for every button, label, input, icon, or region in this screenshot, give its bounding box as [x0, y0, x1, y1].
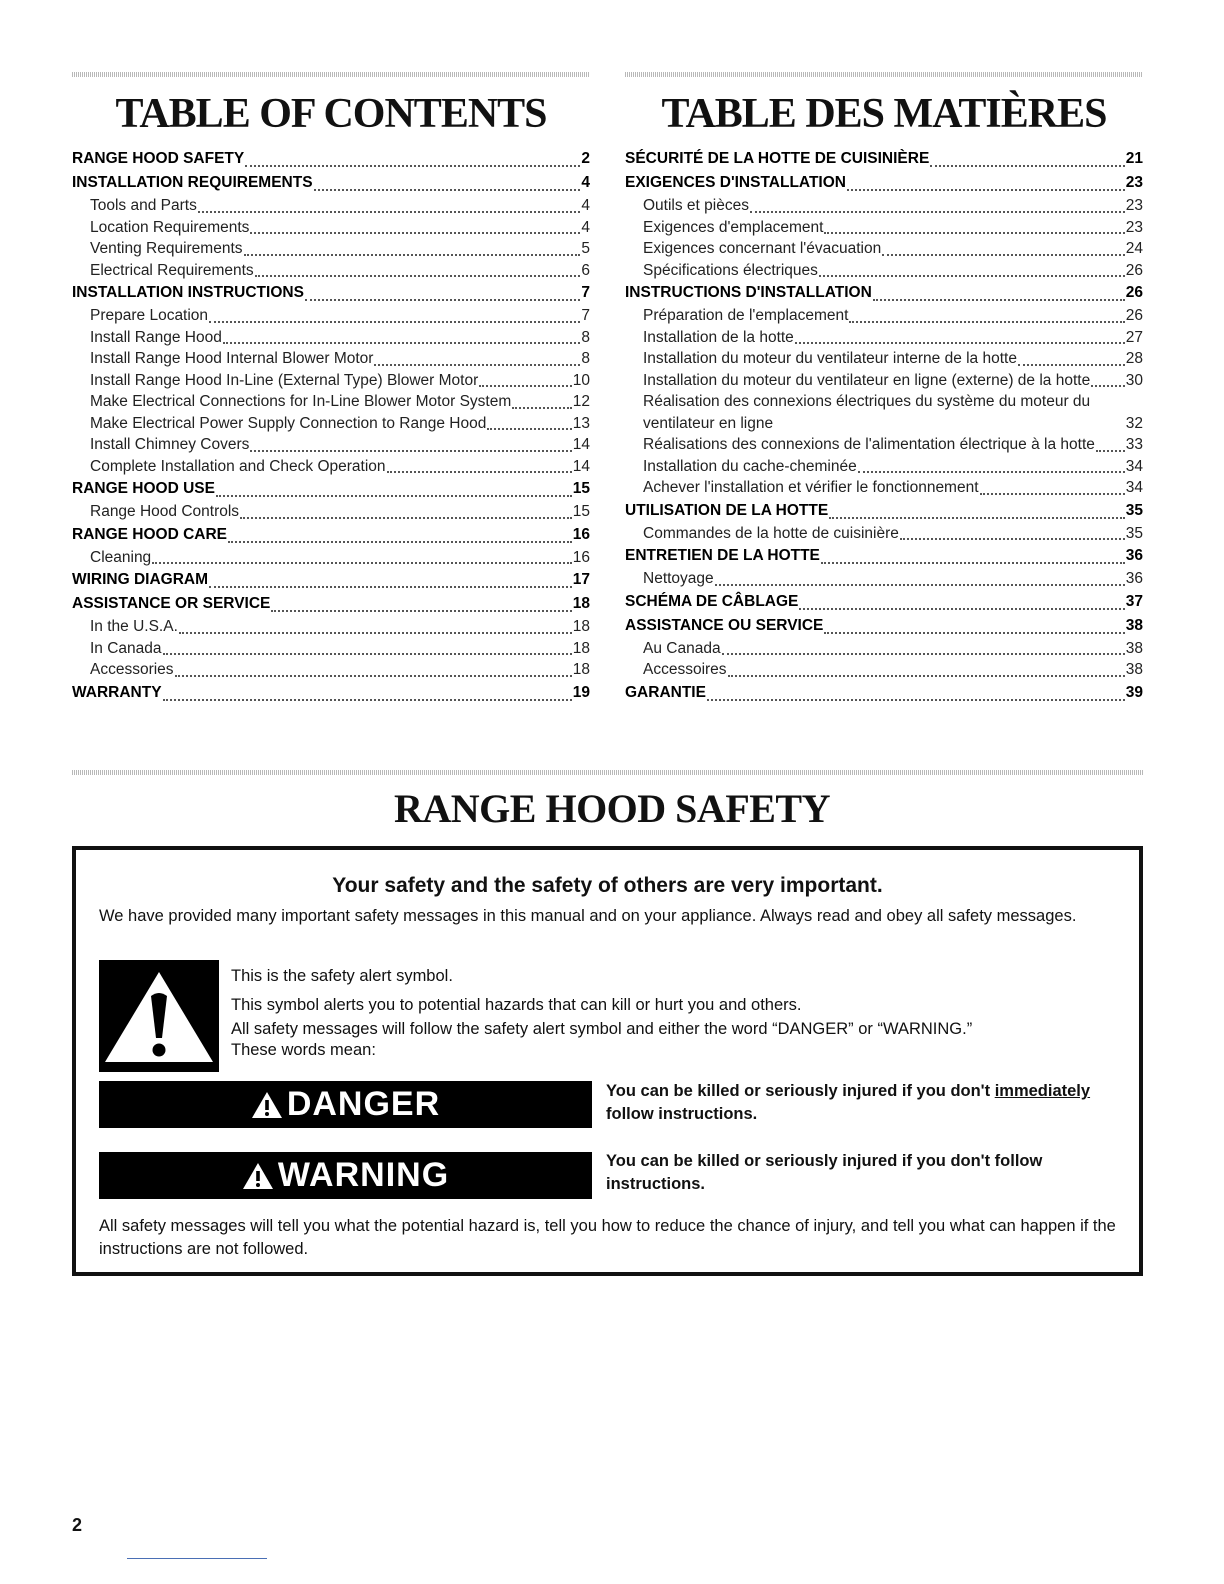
- toc-entry-page: 8: [581, 350, 590, 367]
- toc-entry-page: 27: [1125, 328, 1143, 346]
- toc-leader-dots: [858, 469, 1125, 473]
- toc-entry: [72, 238, 590, 260]
- toc-leader-dots: [882, 252, 1125, 256]
- toc-entry-label: UTILISATION DE LA HOTTE: [625, 501, 829, 519]
- toc-entry-page: 19: [572, 683, 590, 701]
- toc-entry-label: Installation du moteur du ventilateur en ligne (externe) de la hotte: [643, 371, 1091, 389]
- toc-entry-label: Prepare Location: [90, 307, 209, 324]
- toc-entry-page: 35: [1125, 524, 1143, 542]
- toc-entry-label: SCHÉMA DE CÂBLAGE: [625, 592, 799, 610]
- toc-entry-page: 13: [572, 414, 590, 432]
- toc-entry-page: 14: [572, 457, 590, 475]
- toc-leader-dots: [271, 608, 571, 612]
- toc-french-list: [625, 147, 1143, 705]
- toc-leader-dots: [305, 297, 580, 301]
- toc-entry: [625, 499, 1143, 523]
- toc-entry-label: Nettoyage: [643, 570, 714, 587]
- toc-leader-dots: [255, 273, 581, 277]
- toc-entry-page: 26: [1125, 261, 1143, 279]
- toc-entry: [625, 568, 1143, 590]
- toc-french-title: TABLE DES MATIÈRES: [661, 91, 1107, 137]
- alert-line-4: These words mean:: [231, 1041, 376, 1059]
- toc-entry: [72, 592, 590, 616]
- toc-leader-dots: [824, 230, 1124, 234]
- toc-entry-label: EXIGENCES D'INSTALLATION: [625, 174, 846, 191]
- toc-leader-dots: [198, 209, 581, 213]
- toc-entry-page: 5: [581, 240, 590, 257]
- danger-text-emphasis: immediately: [994, 1082, 1091, 1100]
- danger-text-before: You can be killed or seriously injured if you don't: [606, 1082, 995, 1100]
- toc-leader-dots: [980, 491, 1125, 495]
- toc-leader-dots: [930, 163, 1124, 167]
- toc-entry-label: INSTALLATION REQUIREMENTS: [72, 174, 313, 191]
- toc-entry-label: Accessoires: [643, 661, 727, 678]
- toc-entry-label: Install Range Hood: [90, 328, 222, 346]
- toc-entry: [625, 238, 1143, 260]
- toc-leader-dots: [179, 630, 572, 634]
- alert-line-1: This is the safety alert symbol.: [231, 967, 453, 985]
- toc-entry: [625, 638, 1143, 660]
- footer-rule: [127, 1558, 267, 1559]
- alert-triangle-icon: [99, 960, 219, 1072]
- safety-section-title: RANGE HOOD SAFETY: [394, 786, 830, 831]
- toc-leader-dots: [223, 340, 581, 344]
- toc-entry-page: 23: [1125, 174, 1143, 191]
- toc-entry-label: Electrical Requirements: [90, 261, 254, 279]
- toc-entry-page: 18: [572, 618, 590, 635]
- toc-entry: [72, 616, 590, 638]
- toc-entry-label: RANGE HOOD SAFETY: [72, 150, 245, 167]
- toc-entry-label: RANGE HOOD USE: [72, 480, 215, 497]
- danger-signal-bar: [99, 1081, 592, 1128]
- toc-entry-label: INSTALLATION INSTRUCTIONS: [72, 284, 304, 301]
- toc-leader-dots: [387, 469, 572, 473]
- toc-entry: [72, 523, 590, 547]
- toc-entry: [625, 523, 1143, 545]
- toc-entry-page: 14: [572, 436, 590, 453]
- toc-entry-label: Make Electrical Power Supply Connection to Range Hood: [90, 414, 487, 432]
- toc-leader-dots: [824, 630, 1124, 634]
- toc-leader-dots: [216, 493, 572, 497]
- toc-entry: [72, 434, 590, 456]
- toc-entry-label: Install Chimney Covers: [90, 436, 250, 453]
- toc-leader-dots: [245, 163, 580, 167]
- toc-entry-label: Location Requirements: [90, 218, 250, 236]
- toc-entry: [625, 434, 1143, 456]
- toc-leader-dots: [821, 560, 1125, 564]
- warning-signal-bar: [99, 1152, 592, 1199]
- toc-entry: [625, 477, 1143, 499]
- toc-entry-page: 23: [1125, 218, 1143, 236]
- toc-entry-label: Make Electrical Connections for In-Line Blower Motor System: [90, 393, 512, 410]
- toc-entry-label: RANGE HOOD CARE: [72, 525, 228, 543]
- toc-entry-page: 2: [581, 150, 590, 167]
- toc-leader-dots: [240, 515, 572, 519]
- toc-leader-dots: [1018, 362, 1125, 366]
- toc-entry: [72, 171, 590, 195]
- toc-entry: [625, 544, 1143, 568]
- toc-entry-page: 39: [1125, 683, 1143, 701]
- toc-leader-dots: [209, 319, 580, 323]
- toc-leader-dots: [244, 252, 581, 256]
- toc-leader-dots: [847, 187, 1125, 191]
- toc-leader-dots: [314, 187, 581, 191]
- toc-entry-label: Spécifications électriques: [643, 261, 818, 279]
- toc-entry-page: 12: [572, 393, 590, 410]
- toc-entry-page: 26: [1125, 284, 1143, 301]
- toc-entry-page: 36: [1125, 547, 1143, 564]
- toc-entry-page: 4: [581, 197, 590, 214]
- top-rule-right: [625, 72, 1143, 77]
- toc-entry: [625, 391, 1143, 434]
- toc-entry-label: Venting Requirements: [90, 240, 243, 257]
- toc-leader-dots: [487, 426, 571, 430]
- toc-entry: [72, 281, 590, 305]
- toc-entry-label: ASSISTANCE OU SERVICE: [625, 616, 824, 634]
- toc-leader-dots: [707, 697, 1125, 701]
- toc-leader-dots: [250, 448, 571, 452]
- toc-entry-label: Installation du moteur du ventilateur interne de la hotte: [643, 350, 1017, 367]
- danger-triangle-icon: [251, 1090, 283, 1120]
- toc-entry-label: Préparation de l'emplacement: [643, 307, 849, 324]
- toc-entry: [625, 305, 1143, 327]
- toc-leader-dots: [228, 539, 572, 543]
- toc-leader-dots: [829, 515, 1125, 519]
- toc-entry: [72, 477, 590, 501]
- toc-entry-page: 8: [581, 328, 590, 346]
- toc-entry: [72, 456, 590, 478]
- toc-entry-page: 24: [1125, 240, 1143, 257]
- toc-entry-page: 34: [1125, 457, 1143, 475]
- toc-entry-label: Exigences d'emplacement: [643, 218, 824, 236]
- toc-entry: [72, 568, 590, 592]
- toc-entry-label: ENTRETIEN DE LA HOTTE: [625, 547, 820, 564]
- toc-entry-label: Tools and Parts: [90, 197, 197, 214]
- toc-entry-page: 21: [1125, 150, 1143, 167]
- toc-english: [72, 72, 590, 705]
- toc-entry-label: Au Canada: [643, 639, 721, 657]
- toc-entry: [625, 281, 1143, 305]
- toc-leader-dots: [715, 582, 1125, 586]
- toc-entry-label: Réalisation des connexions électriques du système du moteur du ventilateur en ligne: [643, 393, 1091, 432]
- toc-entry: [625, 659, 1143, 681]
- toc-leader-dots: [849, 319, 1124, 323]
- danger-label: DANGER: [286, 1085, 441, 1123]
- toc-entry-page: 7: [581, 307, 590, 324]
- safety-heading: Your safety and the safety of others are very important.: [332, 874, 883, 897]
- toc-entry: [625, 614, 1143, 638]
- toc-english-list: [72, 147, 590, 705]
- toc-leader-dots: [163, 697, 572, 701]
- toc-entry: [72, 195, 590, 217]
- toc-entry: [625, 260, 1143, 282]
- toc-entry-label: Range Hood Controls: [90, 503, 240, 520]
- toc-entry-page: 4: [581, 218, 590, 236]
- toc-entry: [72, 413, 590, 435]
- toc-entry-label: Commandes de la hotte de cuisinière: [643, 524, 899, 542]
- toc-entry-page: 10: [572, 371, 590, 389]
- toc-entry: [72, 260, 590, 282]
- toc-entry-label: Réalisations des connexions de l'alimentation électrique à la hotte: [643, 436, 1095, 453]
- toc-entry-label: Complete Installation and Check Operation: [90, 457, 386, 475]
- alert-description: [231, 962, 1111, 1061]
- toc-entry-label: Outils et pièces: [643, 197, 749, 214]
- toc-entry-page: 15: [572, 480, 590, 497]
- toc-entry-label: GARANTIE: [625, 683, 706, 701]
- toc-entry-label: Install Range Hood In-Line (External Type) Blower Motor: [90, 371, 479, 389]
- toc-entry: [625, 327, 1143, 349]
- toc-leader-dots: [152, 560, 572, 564]
- toc-entry: [72, 147, 590, 171]
- toc-entry-page: 32: [1125, 414, 1143, 432]
- toc-entry-label: WIRING DIAGRAM: [72, 571, 209, 588]
- toc-entry: [72, 305, 590, 327]
- alert-line-3: All safety messages will follow the safety alert symbol and either the word “DANGER” or “WARNING.”: [231, 1020, 973, 1038]
- toc-entry-label: Achever l'installation et vérifier le fonctionnement: [643, 479, 979, 496]
- toc-entry-label: Installation de la hotte: [643, 328, 794, 346]
- toc-entry-label: In the U.S.A.: [90, 618, 178, 635]
- toc-entry-label: INSTRUCTIONS D'INSTALLATION: [625, 284, 872, 301]
- toc-entry: [625, 195, 1143, 217]
- toc-entry-page: 30: [1125, 371, 1143, 389]
- toc-entry-page: 18: [572, 639, 590, 657]
- toc-entry: [625, 147, 1143, 171]
- toc-entry-page: 15: [572, 503, 590, 520]
- toc-leader-dots: [1096, 448, 1125, 452]
- toc-leader-dots: [799, 606, 1124, 610]
- toc-entry-page: 35: [1125, 501, 1143, 519]
- toc-entry: [72, 327, 590, 349]
- toc-entry-page: 17: [572, 571, 590, 588]
- toc-entry: [72, 348, 590, 370]
- toc-entry-page: 6: [581, 261, 590, 279]
- toc-leader-dots: [479, 383, 571, 387]
- toc-entry-label: WARRANTY: [72, 683, 162, 701]
- toc-entry-page: 26: [1125, 307, 1143, 324]
- toc-leader-dots: [728, 673, 1125, 677]
- section-divider-rule: [72, 770, 1143, 775]
- top-rule-left: [72, 72, 590, 77]
- toc-entry-page: 36: [1125, 570, 1143, 587]
- toc-entry: [625, 456, 1143, 478]
- toc-entry-page: 28: [1125, 350, 1143, 367]
- toc-entry: [625, 171, 1143, 195]
- warning-triangle-icon: [242, 1161, 274, 1191]
- toc-entry: [72, 638, 590, 660]
- alert-line-2: This symbol alerts you to potential hazards that can kill or hurt you and others.: [231, 995, 802, 1014]
- toc-entry-page: 38: [1125, 639, 1143, 657]
- toc-entry-label: In Canada: [90, 639, 162, 657]
- danger-text-after: follow instructions.: [606, 1105, 758, 1123]
- toc-entry-page: 34: [1125, 479, 1143, 496]
- toc-leader-dots: [819, 273, 1125, 277]
- toc-entry-label: Cleaning: [90, 548, 152, 566]
- toc-entry-page: 4: [581, 174, 590, 191]
- toc-entry: [72, 547, 590, 569]
- toc-leader-dots: [250, 230, 580, 234]
- danger-message: [606, 1080, 1131, 1126]
- toc-leader-dots: [795, 340, 1125, 344]
- toc-entry-page: 38: [1125, 616, 1143, 634]
- toc-entry-page: 33: [1125, 436, 1143, 453]
- safety-box: [72, 846, 1143, 1276]
- toc-entry-label: Installation du cache-cheminée: [643, 457, 857, 475]
- page-number: 2: [72, 1515, 83, 1535]
- toc-entry: [72, 681, 590, 705]
- warning-message: You can be killed or seriously injured if you don't follow instructions.: [606, 1152, 1043, 1193]
- toc-entry: [625, 217, 1143, 239]
- toc-leader-dots: [512, 405, 572, 409]
- toc-leader-dots: [163, 651, 572, 655]
- toc-entry-page: 16: [572, 548, 590, 566]
- toc-entry-page: 18: [572, 661, 590, 678]
- toc-entry: [72, 217, 590, 239]
- toc-leader-dots: [1091, 383, 1125, 387]
- toc-french: [625, 72, 1143, 705]
- toc-leader-dots: [722, 651, 1125, 655]
- warning-label: WARNING: [277, 1156, 450, 1194]
- toc-entry: [625, 370, 1143, 392]
- toc-leader-dots: [873, 297, 1125, 301]
- toc-entry: [72, 391, 590, 413]
- safety-intro: We have provided many important safety messages in this manual and on your appliance. Always read and obey all safety messages.: [99, 907, 1077, 925]
- toc-entry-page: 18: [572, 595, 590, 612]
- toc-entry: [625, 590, 1143, 614]
- toc-entry-label: SÉCURITÉ DE LA HOTTE DE CUISINIÈRE: [625, 150, 930, 167]
- safety-alert-icon: [99, 960, 219, 1072]
- toc-entry-label: ASSISTANCE OR SERVICE: [72, 595, 271, 612]
- toc-entry: [72, 659, 590, 681]
- safety-outro: All safety messages will tell you what the potential hazard is, tell you how to reduce the chance of injury, and tell you what can happen if the instructions are not followed.: [99, 1217, 1116, 1258]
- toc-entry: [625, 348, 1143, 370]
- toc-entry: [72, 501, 590, 523]
- toc-leader-dots: [900, 536, 1125, 540]
- toc-entry-page: 7: [581, 284, 590, 301]
- toc-entry: [625, 681, 1143, 705]
- toc-entry-page: 37: [1125, 592, 1143, 610]
- toc-leader-dots: [374, 362, 580, 366]
- toc-entry-label: Accessories: [90, 661, 174, 678]
- toc-entry-page: 23: [1125, 197, 1143, 214]
- toc-entry: [72, 370, 590, 392]
- toc-leader-dots: [175, 673, 572, 677]
- toc-english-title: TABLE OF CONTENTS: [115, 91, 547, 137]
- toc-leader-dots: [750, 209, 1125, 213]
- toc-leader-dots: [209, 584, 572, 588]
- toc-entry-label: Exigences concernant l'évacuation: [643, 240, 882, 257]
- toc-entry-label: Install Range Hood Internal Blower Motor: [90, 350, 374, 367]
- toc-entry-page: 38: [1125, 661, 1143, 678]
- toc-entry-page: 16: [572, 525, 590, 543]
